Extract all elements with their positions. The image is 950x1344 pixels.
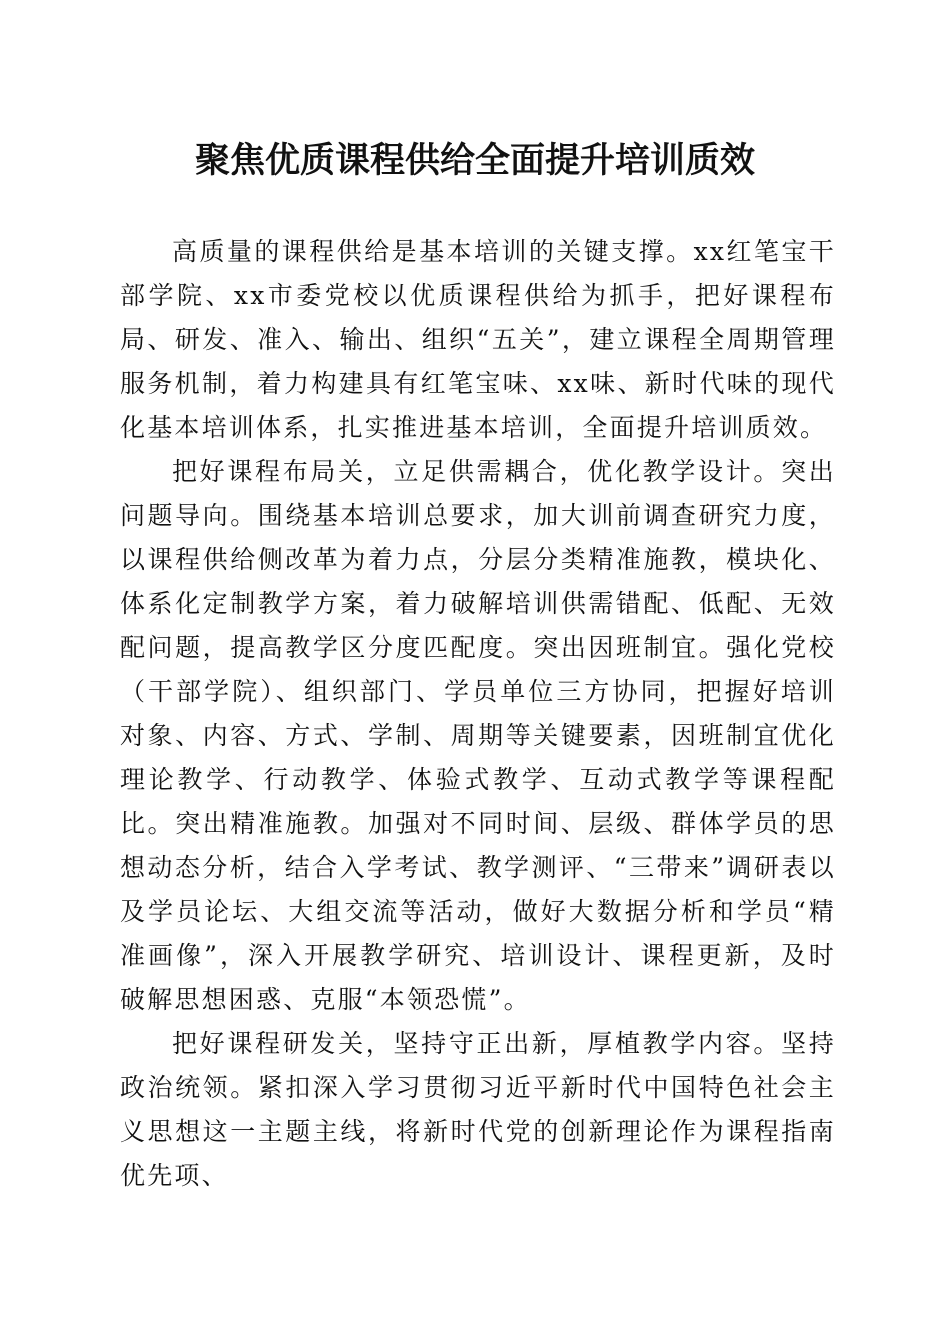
paragraph-course-development: 把好课程研发关，坚持守正出新，厚植教学内容。坚持政治统领。紧扣深入学习贯彻习近平新时代中国特色社会主义思想这一主题主线，将新时代党的创新理论作为课程指南优先项、: [120, 1029, 836, 1190]
document-title: 聚焦优质课程供给全面提升培训质效: [194, 140, 755, 181]
document-body: [120, 230, 836, 1198]
paragraph-intro: 高质量的课程供给是基本培训的关键支撑。xx红笔宝干部学院、xx市委党校以优质课程供给为抓手，把好课程布局、研发、准入、输出、组织“五关”，建立课程全周期管理服务机制，着力构建具有红笔宝味、xx味、新时代味的现代化基本培训体系，扎实推进基本培训，全面提升培训质效。: [120, 237, 836, 442]
paragraph-course-layout: 把好课程布局关，立足供需耦合，优化教学设计。突出问题导向。围绕基本培训总要求，加大训前调查研究力度，以课程供给侧改革为着力点，分层分类精准施教，模块化、体系化定制教学方案，着力破解培训供需错配、低配、无效配问题，提高教学区分度匹配度。突出因班制宜。强化党校（干部学院）、组织部门、学员单位三方协同，把握好培训对象、内容、方式、学制、周期等关键要素，因班制宜优化理论教学、行动教学、体验式教学、互动式教学等课程配比。突出精准施教。加强对不同时间、层级、群体学员的思想动态分析，结合入学考试、教学测评、“三带来”调研表以及学员论坛、大组交流等活动，做好大数据分析和学员“精准画像”，深入开展教学研究、培训设计、课程更新，及时破解思想困惑、克服“本领恐慌”。: [120, 457, 836, 1014]
